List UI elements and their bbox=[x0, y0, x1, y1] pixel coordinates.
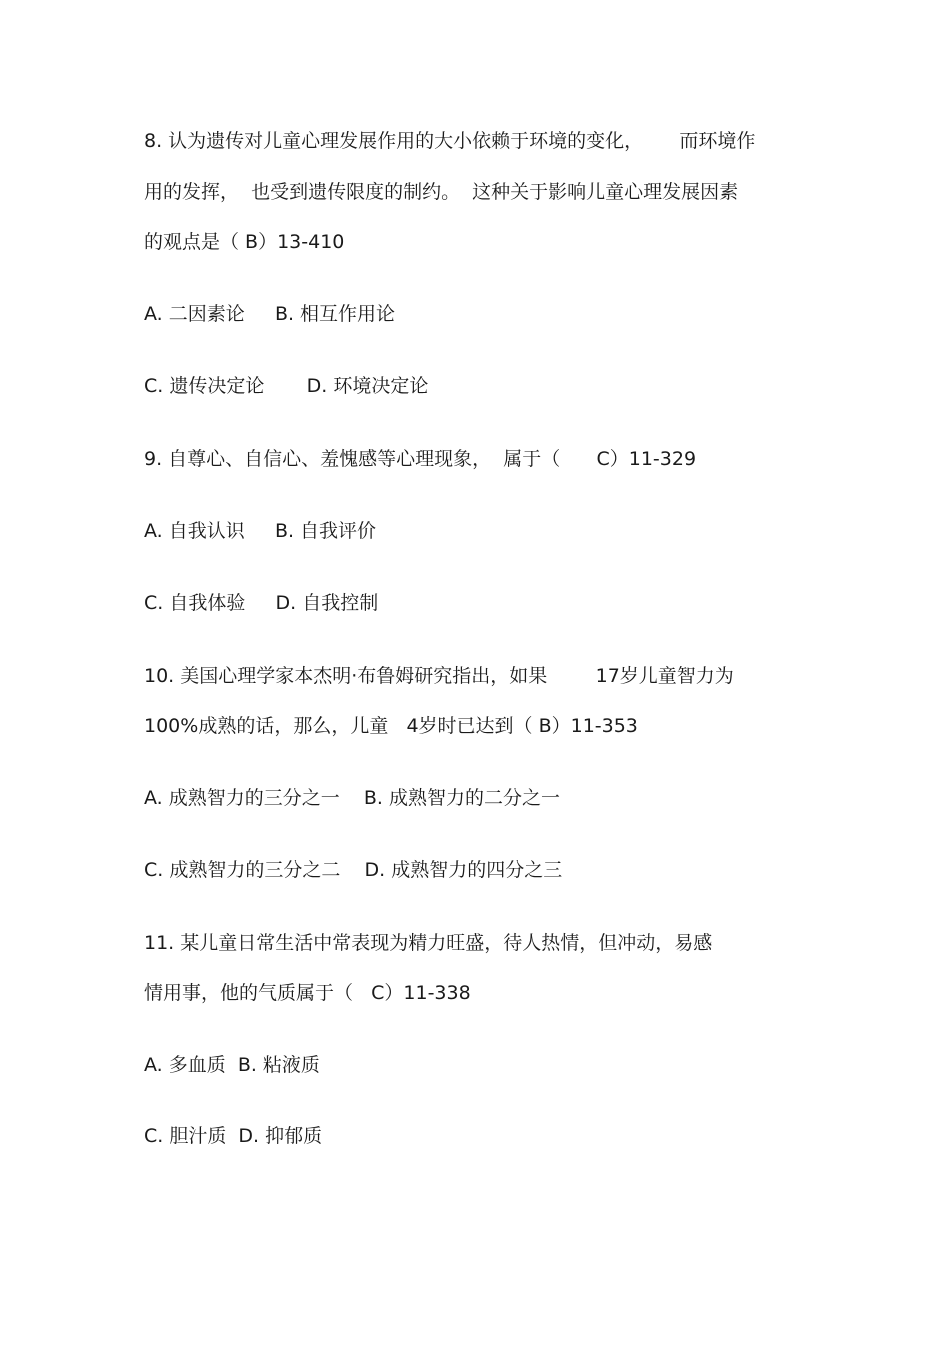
q10-options-line-1: A. 成熟智力的三分之一 B. 成熟智力的二分之一 bbox=[144, 787, 561, 809]
q8-stem-line-2: 用的发挥， 也受到遗传限度的制约。 这种关于影响儿童心理发展因素 bbox=[144, 181, 739, 203]
q9-stem-line-1: 9. 自尊心、自信心、羞愧感等心理现象， 属于（ C）11-329 bbox=[144, 448, 697, 470]
q9-options-line-2: C. 自我体验 D. 自我控制 bbox=[144, 592, 379, 614]
q8-stem-line-3: 的观点是（ B）13-410 bbox=[144, 231, 345, 253]
q11-options-line-1: A. 多血质 B. 粘液质 bbox=[144, 1054, 320, 1076]
q9-options-line-1: A. 自我认识 B. 自我评价 bbox=[144, 520, 377, 542]
q8-options-line-1: A. 二因素论 B. 相互作用论 bbox=[144, 303, 396, 325]
q10-options-line-2: C. 成熟智力的三分之二 D. 成熟智力的四分之三 bbox=[144, 859, 563, 881]
q8-options-line-2: C. 遗传决定论 D. 环境决定论 bbox=[144, 375, 429, 397]
q8-stem-line-1: 8. 认为遗传对儿童心理发展作用的大小依赖于环境的变化， 而环境作 bbox=[144, 130, 756, 152]
q10-stem-line-2: 100%成熟的话，那么，儿童 4岁时已达到（ B）11-353 bbox=[144, 715, 638, 737]
q10-stem-line-1: 10. 美国心理学家本杰明·布鲁姆研究指出，如果 17岁儿童智力为 bbox=[144, 665, 734, 687]
q11-stem-line-2: 情用事，他的气质属于（ C）11-338 bbox=[144, 982, 471, 1004]
q11-stem-line-1: 11. 某儿童日常生活中常表现为精力旺盛，待人热情，但冲动，易感 bbox=[144, 932, 713, 954]
q11-options-line-2: C. 胆汁质 D. 抑郁质 bbox=[144, 1125, 323, 1147]
